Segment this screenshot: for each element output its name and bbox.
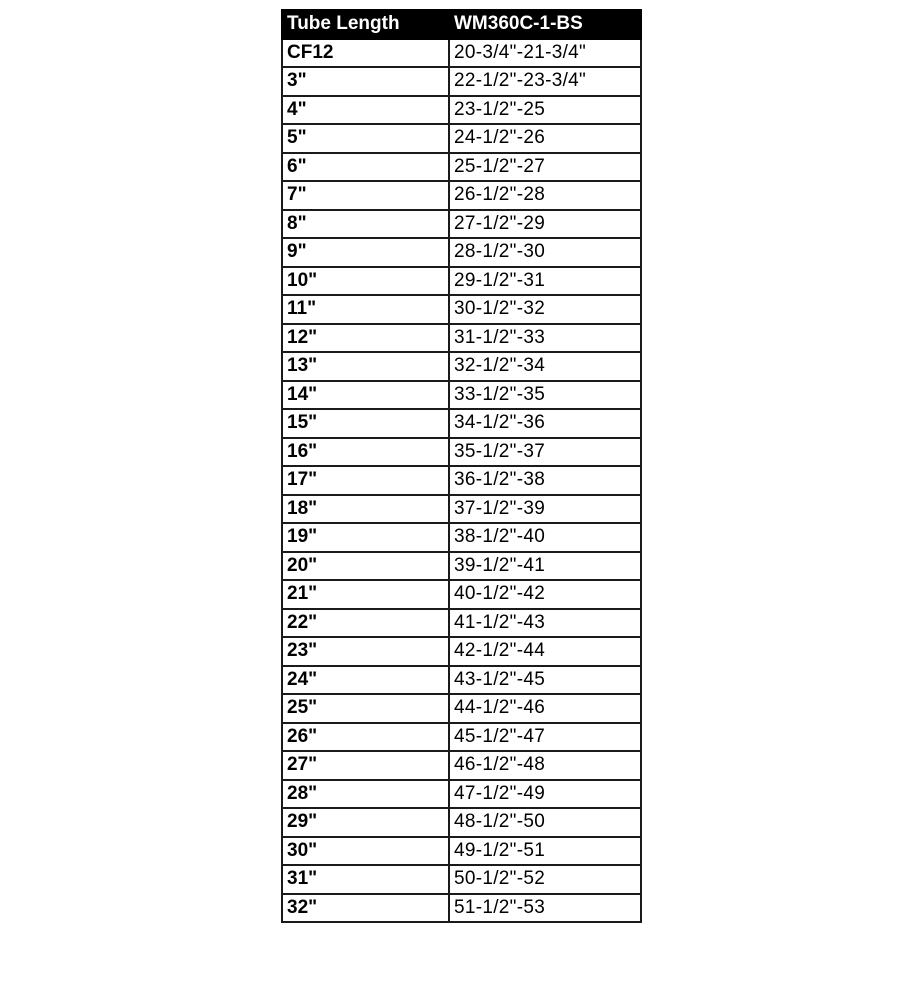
fit-range-cell: 22-1/2"-23-3/4" [449,67,641,96]
fit-range-cell: 41-1/2"-43 [449,609,641,638]
table-row [282,723,641,752]
table-row [282,495,641,524]
fit-range-cell: 51-1/2"-53 [449,894,641,923]
header-tube-length: Tube Length [282,10,449,39]
table-row [282,438,641,467]
fit-range-cell: 32-1/2"-34 [449,352,641,381]
tube-length-cell: 30" [282,837,449,866]
table-row [282,808,641,837]
tube-length-cell: 3" [282,67,449,96]
tube-length-table [281,9,642,923]
tube-length-cell: 19" [282,523,449,552]
fit-range-cell: 35-1/2"-37 [449,438,641,467]
table-row [282,409,641,438]
table-row [282,352,641,381]
tube-length-cell: 13" [282,352,449,381]
fit-range-cell: 50-1/2"-52 [449,865,641,894]
fit-range-cell: 44-1/2"-46 [449,694,641,723]
table-row [282,295,641,324]
table-row [282,637,641,666]
tube-length-cell: 7" [282,181,449,210]
tube-length-cell: 9" [282,238,449,267]
fit-range-cell: 28-1/2"-30 [449,238,641,267]
table-row [282,466,641,495]
table-row [282,210,641,239]
fit-range-cell: 23-1/2"-25 [449,96,641,125]
fit-range-cell: 25-1/2"-27 [449,153,641,182]
table-row [282,238,641,267]
tube-length-cell: 27" [282,751,449,780]
tube-length-cell: 16" [282,438,449,467]
fit-range-cell: 20-3/4"-21-3/4" [449,39,641,68]
fit-range-cell: 34-1/2"-36 [449,409,641,438]
tube-length-cell: 10" [282,267,449,296]
table-row [282,780,641,809]
tube-length-cell: 26" [282,723,449,752]
tube-length-cell: 21" [282,580,449,609]
tube-length-cell: 23" [282,637,449,666]
fit-range-cell: 46-1/2"-48 [449,751,641,780]
table-row [282,39,641,68]
fit-range-cell: 47-1/2"-49 [449,780,641,809]
tube-length-cell: 31" [282,865,449,894]
table-body [282,39,641,923]
tube-length-cell: 28" [282,780,449,809]
tube-length-cell: 4" [282,96,449,125]
tube-length-cell: 8" [282,210,449,239]
fit-range-cell: 37-1/2"-39 [449,495,641,524]
tube-length-cell: 15" [282,409,449,438]
fit-range-cell: 42-1/2"-44 [449,637,641,666]
fit-range-cell: 49-1/2"-51 [449,837,641,866]
tube-length-cell: 6" [282,153,449,182]
fit-range-cell: 24-1/2"-26 [449,124,641,153]
tube-length-cell: CF12 [282,39,449,68]
tube-length-cell: 12" [282,324,449,353]
tube-length-cell: 24" [282,666,449,695]
tube-length-cell: 20" [282,552,449,581]
table-row [282,552,641,581]
fit-range-cell: 31-1/2"-33 [449,324,641,353]
fit-range-cell: 27-1/2"-29 [449,210,641,239]
fit-range-cell: 38-1/2"-40 [449,523,641,552]
table-row [282,666,641,695]
table-row [282,267,641,296]
header-model: WM360C-1-BS [449,10,641,39]
table-row [282,124,641,153]
tube-length-cell: 11" [282,295,449,324]
fit-range-cell: 45-1/2"-47 [449,723,641,752]
fit-range-cell: 33-1/2"-35 [449,381,641,410]
table-row [282,181,641,210]
table-row [282,523,641,552]
table-row [282,324,641,353]
table-row [282,837,641,866]
table-row [282,96,641,125]
tube-length-cell: 22" [282,609,449,638]
table-row [282,580,641,609]
tube-length-cell: 5" [282,124,449,153]
table-header [282,10,641,39]
tube-length-cell: 18" [282,495,449,524]
tube-length-cell: 32" [282,894,449,923]
table-row [282,865,641,894]
table-row [282,67,641,96]
header-row [282,10,641,39]
fit-range-cell: 26-1/2"-28 [449,181,641,210]
table-row [282,381,641,410]
tube-length-cell: 29" [282,808,449,837]
fit-range-cell: 39-1/2"-41 [449,552,641,581]
table-row [282,894,641,923]
tube-length-cell: 14" [282,381,449,410]
tube-length-cell: 25" [282,694,449,723]
fit-range-cell: 36-1/2"-38 [449,466,641,495]
fit-range-cell: 48-1/2"-50 [449,808,641,837]
fit-range-cell: 43-1/2"-45 [449,666,641,695]
fit-range-cell: 30-1/2"-32 [449,295,641,324]
table-row [282,153,641,182]
table-row [282,609,641,638]
fit-range-cell: 40-1/2"-42 [449,580,641,609]
table-row [282,694,641,723]
tube-length-cell: 17" [282,466,449,495]
fit-range-cell: 29-1/2"-31 [449,267,641,296]
table-row [282,751,641,780]
